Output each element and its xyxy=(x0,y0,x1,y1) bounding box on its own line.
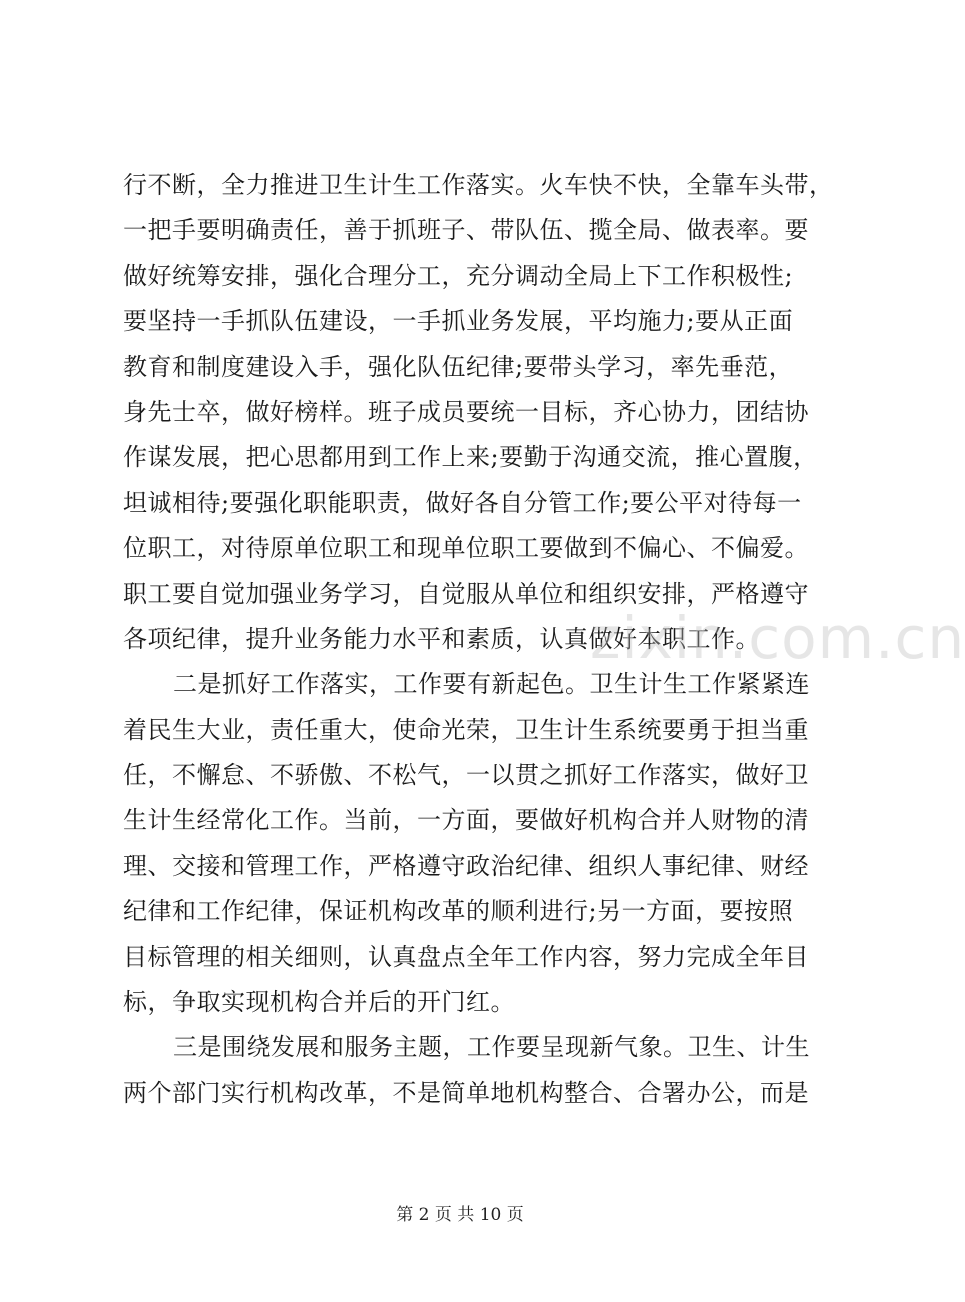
page-footer: 第 2 页 共 10 页 xyxy=(396,1205,524,1225)
watermark: zixin.com.cn xyxy=(590,604,965,672)
text-line: 着民生大业，责任重大，使命光荣，卫生计生系统要勇于担当重 xyxy=(123,715,809,744)
text-line: 坦诚相待;要强化职能职责，做好各自分管工作;要公平对待每一 xyxy=(123,488,802,517)
document-body xyxy=(123,163,834,1116)
text-line: 任，不懈怠、不骄傲、不松气，一以贯之抓好工作落实，做好卫 xyxy=(123,761,809,790)
text-line: 行不断，全力推进卫生计生工作落实。火车快不快，全靠车头带， xyxy=(123,171,834,199)
paragraph-start-line: 三是围绕发展和服务主题，工作要呈现新气象。卫生、计生 xyxy=(173,1033,810,1062)
text-line: 身先士卒，做好榜样。班子成员要统一目标，齐心协力，团结协 xyxy=(123,397,809,426)
text-line: 职工要自觉加强业务学习，自觉服从单位和组织安排，严格遵守 xyxy=(123,579,809,608)
text-line: 两个部门实行机构改革，不是简单地机构整合、合署办公，而是 xyxy=(123,1078,809,1107)
text-line: 教育和制度建设入手，强化队伍纪律;要带头学习，率先垂范， xyxy=(123,352,794,381)
text-line: 生计生经常化工作。当前，一方面，要做好机构合并人财物的清 xyxy=(123,806,809,835)
text-line: 目标管理的相关细则，认真盘点全年工作内容，努力完成全年目 xyxy=(123,942,809,971)
text-line: 要坚持一手抓队伍建设，一手抓业务发展，平均施力;要从正面 xyxy=(123,307,794,336)
text-line: 纪律和工作纪律，保证机构改革的顺利进行;另一方面，要按照 xyxy=(123,897,794,926)
text-line: 一把手要明确责任，善于抓班子、带队伍、揽全局、做表率。要 xyxy=(123,216,809,245)
text-line: 各项纪律，提升业务能力水平和素质，认真做好本职工作。 xyxy=(123,624,760,653)
text-line: 位职工，对待原单位职工和现单位职工要做到不偏心、不偏爱。 xyxy=(123,534,809,563)
paragraph-start-line: 二是抓好工作落实，工作要有新起色。卫生计生工作紧紧连 xyxy=(173,670,810,699)
text-line: 理、交接和管理工作，严格遵守政治纪律、组织人事纪律、财经 xyxy=(123,851,809,880)
text-line: 作谋发展，把心思都用到工作上来;要勤于沟通交流，推心置腹， xyxy=(123,443,818,472)
text-line: 标，争取实现机构合并后的开门红。 xyxy=(123,988,515,1017)
text-line: 做好统筹安排，强化合理分工，充分调动全局上下工作积极性; xyxy=(123,261,794,290)
